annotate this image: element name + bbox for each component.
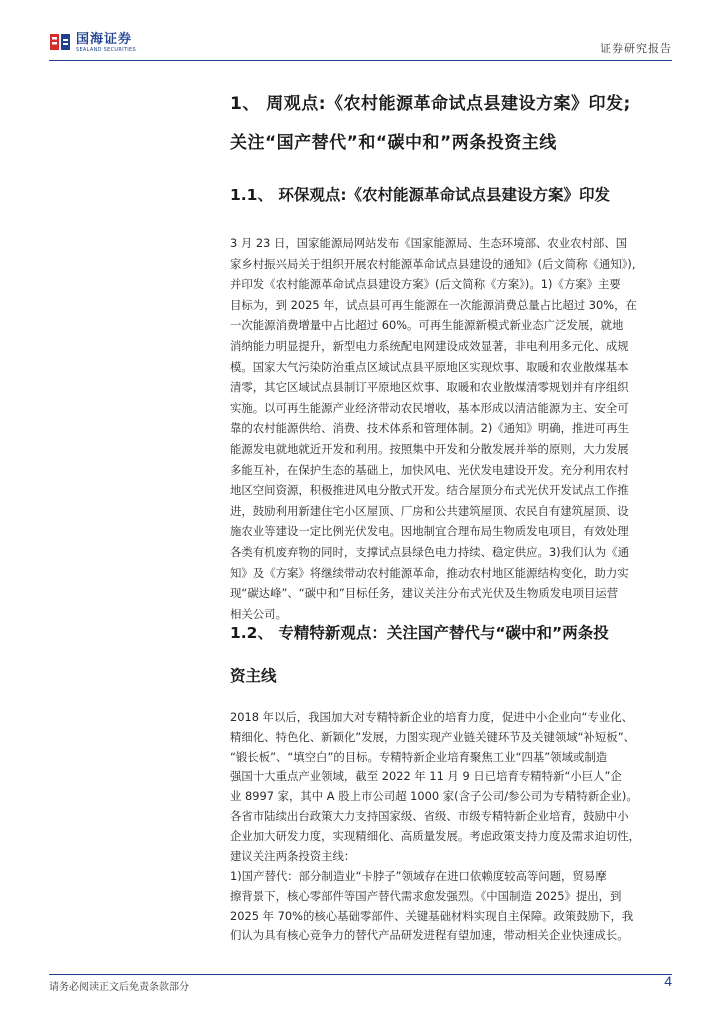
- paragraph-line: 家乡村振兴局关于组织开展农村能源革命试点县建设的通知》(后文简称《通知》),: [230, 256, 636, 271]
- paragraph-line: 进，鼓励利用新建住宅小区屋顶、厂房和公共建筑屋顶、农民自有建筑屋顶、设: [230, 503, 629, 518]
- company-logo: [49, 31, 136, 53]
- section-1-1-paragraph: [230, 233, 676, 624]
- paragraph-line: 一次能源消费增量中占比超过 60%。可再生能源新模式新业态广泛发展，就地: [230, 318, 624, 333]
- section-1-1-title: 1.1、 环保观点:《农村能源革命试点县建设方案》印发: [230, 186, 611, 204]
- paragraph-line: 建议关注两条投资主线：: [230, 848, 356, 863]
- paragraph-line: 1)国产替代：部分制造业“卡脖子”领域存在进口依赖度较高等问题，贸易摩: [230, 869, 607, 883]
- paragraph-line: 各省市陆续出台政策大力支持国家级、省级、市级专精特新企业培育，鼓励中小: [230, 808, 629, 823]
- paragraph-line: 地区空间资源，积极推进风电分散式开发。结合屋顶分布式光伏开发试点工作推: [230, 483, 629, 498]
- section-1-title-line-1: 1、 周观点:《农村能源革命试点县建设方案》印发;: [230, 94, 631, 114]
- paragraph-line: 相关公司。: [230, 606, 287, 621]
- paragraph-line: 业 8997 家，其中 A 股上市公司超 1000 家(含子公司/参公司为专精特新企业)。: [230, 789, 638, 804]
- paragraph-line: 各类有机废弃物的同时，支撑试点县绿色电力持续、稳定供应。3)我们认为《通: [230, 544, 629, 559]
- footer-divider: [49, 974, 672, 975]
- section-1-2-title-line-2: 资主线: [230, 667, 277, 685]
- section-1-title-line-2: 关注“国产替代”和“碳中和”两条投资主线: [230, 133, 557, 153]
- paragraph-line: 实施。以可再生能源产业经济带动农民增收，基本形成以清洁能源为主、安全可: [230, 400, 629, 415]
- paragraph-line: 们认为具有核心竞争力的替代产品研发进程有望加速，带动相关企业快速成长。: [230, 928, 629, 943]
- paragraph-line: 精细化、特色化、新颖化”发展，力图实现产业链关键环节及关键领域“补短板”、: [230, 729, 635, 744]
- paragraph-line: 多能互补，在保护生态的基础上，加快风电、光伏发电建设开发。充分利用农村: [230, 462, 629, 477]
- paragraph-line: 3 月 23 日，国家能源局网站发布《国家能源局、生态环境部、农业农村部、国: [230, 236, 628, 250]
- footer-disclaimer: 请务必阅读正文后免责条款部分: [49, 982, 189, 993]
- logo-english-name: SEALAND SECURITIES: [76, 46, 136, 53]
- section-1-2-title-line-1: 1.2、 专精特新观点：关注国产替代与“碳中和”两条投: [230, 624, 609, 642]
- paragraph-line: 施农业等建设一定比例光伏发电。因地制宜合理布局生物质发电项目，有效处理: [230, 524, 629, 539]
- report-type-label: 证券研究报告: [600, 42, 672, 55]
- paragraph-line: 擦背景下，核心零部件等国产替代需求愈发强烈。《中国制造 2025》提出，到: [230, 888, 622, 903]
- paragraph-line: 强国十大重点产业领域，截至 2022 年 11 月 9 日已培育专精特新“小巨人”企: [230, 769, 622, 784]
- paragraph-line: 模。国家大气污染防治重点区域试点县平原地区实现炊事、取暖和农业散煤基本: [230, 359, 629, 374]
- header-divider: [49, 60, 672, 61]
- paragraph-line: “锻长板”、“填空白”的目标。专精特新企业培育聚焦工业“四基”领域或制造: [230, 749, 608, 764]
- page-number: 4: [664, 973, 672, 989]
- paragraph-line: 清零，其它区域试点县制订平原地区炊事、取暖和农业散煤清零规划并有序组织: [230, 380, 629, 395]
- paragraph-line: 2018 年以后，我国加大对专精特新企业的培育力度，促进中小企业向“专业化、: [230, 710, 634, 724]
- page-header: [0, 0, 724, 66]
- paragraph-line: 并印发《农村能源革命试点县建设方案》(后文简称《方案》)。1)《方案》主要: [230, 277, 621, 292]
- paragraph-line: 知》及《方案》将继续带动农村能源革命，推动农村地区能源结构变化，助力实: [230, 565, 629, 580]
- logo-chinese-name: 国海证券: [76, 31, 133, 47]
- section-1-2-paragraph-1: [230, 708, 676, 866]
- paragraph-line: 目标为，到 2025 年，试点县可再生能源在一次能源消费总量占比超过 30%，在: [230, 297, 637, 312]
- sealand-logo-icon: [49, 31, 71, 53]
- paragraph-line: 能源发电就地就近开发和利用。按照集中开发和分散发展并举的原则，大力发展: [230, 441, 629, 456]
- paragraph-line: 消纳能力明显提升，新型电力系统配电网建设成效显著，非电利用多元化、成规: [230, 338, 629, 353]
- paragraph-line: 靠的农村能源供给、消费、技术体系和管理体制。2)《通知》明确，推进可再生: [230, 421, 629, 436]
- paragraph-line: 现“碳达峰”、“碳中和”目标任务，建议关注分布式光伏及生物质发电项目运营: [230, 586, 619, 601]
- paragraph-line: 企业加大研发力度，实现精细化、高质量发展。考虑政策支持力度及需求迫切性，: [230, 828, 641, 843]
- section-1-2-paragraph-2: [230, 867, 676, 946]
- paragraph-line: 2025 年 70%的核心基础零部件、关键基础材料实现自主保障。政策鼓励下，我: [230, 908, 634, 923]
